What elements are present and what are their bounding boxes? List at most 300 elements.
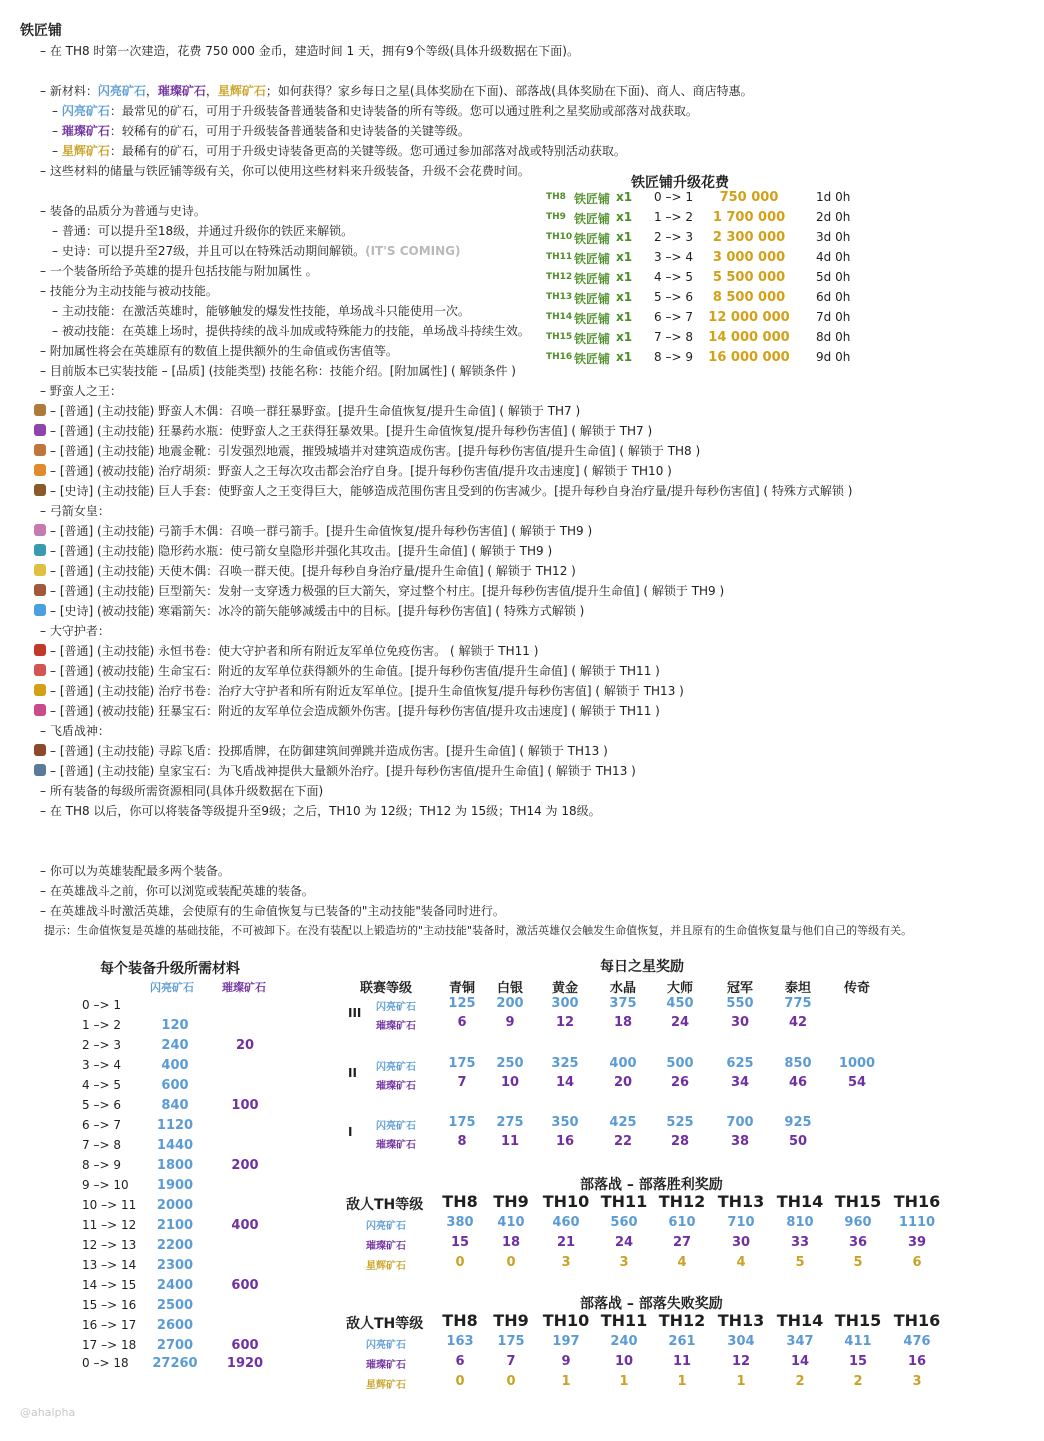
glowy-value: 24: [614, 1235, 634, 1250]
shiny-amount: 1120: [156, 1118, 194, 1133]
glowy-ore-label: 璀璨矿石: [157, 84, 206, 98]
shiny-value: 163: [446, 1334, 474, 1349]
level-range: 7 –> 8: [654, 330, 693, 344]
level-range: 2 –> 3: [82, 1038, 121, 1052]
coming-note: (IT'S COMING): [365, 244, 461, 258]
equipment-text: – [普通] (主动技能) 寻踪飞盾：投掷盾牌，在防御建筑间弹跳并造成伤害。[提升生命值] ( 解锁于 TH13 ): [50, 744, 608, 758]
th-level: TH13: [546, 292, 573, 302]
skill-types-line: – 技能分为主动技能与被动技能。: [40, 284, 218, 298]
level-range: 0 –> 1: [654, 190, 693, 204]
materials-table-title: 每个装备升级所需材料: [100, 961, 240, 977]
equipment-text: – [普通] (被动技能) 狂暴宝石：附近的友军单位会造成额外伤害。[提升每秒伤害值/提升攻击速度] ( 解锁于 TH11 ): [50, 704, 660, 718]
level-range: 7 –> 8: [82, 1138, 121, 1152]
level-range: 15 –> 16: [82, 1298, 137, 1312]
build-time: 8d 0h: [816, 330, 851, 344]
healer-puppet-icon: [34, 564, 46, 576]
glowy-value: 10: [614, 1354, 634, 1369]
earthquake-boots-icon: [34, 444, 46, 456]
note-line: – 在英雄战斗时激活英雄，会使原有的生命值恢复与已装备的"主动技能"装备同时进行。: [40, 904, 505, 918]
equipment-item: [34, 561, 576, 581]
equipment-item: [34, 481, 852, 501]
level-range: 12 –> 13: [82, 1238, 137, 1252]
th-level: TH8: [546, 192, 566, 202]
rage-vial-icon: [34, 424, 46, 436]
equipment-text: – [普通] (主动技能) 皇家宝石：为飞盾战神提供大量额外治疗。[提升每秒伤害值/提升生命值] ( 解锁于 TH13 ): [50, 764, 636, 778]
gold-cost: 2 300 000: [712, 230, 786, 245]
glowy-value: 46: [788, 1075, 808, 1090]
starry-value: 3: [561, 1255, 571, 1270]
hero-name: – 飞盾战神：: [40, 724, 110, 738]
league-tier: 传奇: [843, 981, 870, 996]
glowy-value: 11: [672, 1354, 692, 1369]
rage-gem-icon: [34, 704, 46, 716]
league-division: III: [348, 1006, 362, 1020]
starry-value: 5: [853, 1255, 863, 1270]
multiplier: x1: [616, 330, 633, 344]
starry-desc-line: – 星辉矿石：最稀有的矿石，可用于升级史诗装备更高的关键等级。您可通过参加部落对战或特别活动获取。: [52, 144, 626, 158]
shiny-value: 300: [551, 996, 579, 1011]
league-tier: 黄金: [551, 981, 578, 996]
glowy-value: 18: [613, 1015, 633, 1030]
total-glowy: 1920: [226, 1356, 264, 1371]
shiny-amount: 2400: [156, 1278, 194, 1293]
th-header: TH12: [658, 1311, 706, 1330]
glowy-value: 15: [848, 1354, 868, 1369]
th-level: TH9: [546, 212, 566, 222]
th-header: TH11: [600, 1192, 648, 1211]
gold-cost: 12 000 000: [708, 310, 790, 325]
active-skill-line: – 主动技能：在激活英雄时，能够触发的爆发性技能，单场战斗只能使用一次。: [52, 304, 470, 318]
starry-value: 0: [455, 1255, 465, 1270]
glowy-value: 14: [790, 1354, 810, 1369]
hero-name: – 弓箭女皇：: [40, 504, 110, 518]
format-line: – 目前版本已实装技能 – [品质] (技能类型) 技能名称：技能介绍。[附加属性] ( 解锁条件 ): [40, 364, 516, 378]
league-tier: 大师: [666, 981, 693, 996]
epic-quality-line: – 史诗：可以提升至27级，并且可以在特殊活动期间解锁。(IT'S COMING): [52, 244, 461, 258]
starry-value: 3: [912, 1374, 922, 1389]
shiny-value: 380: [446, 1215, 474, 1230]
hero-name: – 野蛮人之王：: [40, 384, 122, 398]
building-name: 铁匠铺: [574, 272, 611, 286]
shiny-value: 325: [551, 1056, 579, 1071]
shiny-amount: 120: [161, 1018, 189, 1033]
build-time: 7d 0h: [816, 310, 851, 324]
league-division: I: [348, 1125, 353, 1139]
glowy-amount: 200: [231, 1158, 259, 1173]
th-header: TH9: [493, 1311, 529, 1330]
building-name: 铁匠铺: [574, 192, 611, 206]
glowy-value: 7: [457, 1075, 467, 1090]
glowy-amount: 400: [231, 1218, 259, 1233]
glowy-col-header: 璀璨矿石: [222, 981, 266, 994]
starry-ore-label: 星辉矿石: [217, 84, 266, 98]
glowy-amount: 20: [235, 1038, 255, 1053]
starry-value: 1: [619, 1374, 629, 1389]
building-name: 铁匠铺: [574, 312, 611, 326]
glowy-value: 16: [555, 1134, 575, 1149]
shiny-value: 375: [609, 996, 637, 1011]
level-range: 3 –> 4: [82, 1058, 121, 1072]
shiny-amount: 600: [161, 1078, 189, 1093]
level-range: 16 –> 17: [82, 1318, 137, 1332]
league-tier: 泰坦: [784, 981, 811, 996]
level-range: 1 –> 2: [82, 1018, 121, 1032]
shiny-amount: 2500: [156, 1298, 194, 1313]
upgrade-cost-title: 铁匠铺升级花费: [631, 175, 729, 191]
equipment-item: [34, 401, 580, 421]
shiny-amount: 1440: [156, 1138, 194, 1153]
equipment-item: [34, 541, 552, 561]
glowy-value: 26: [670, 1075, 690, 1090]
multiplier: x1: [616, 190, 633, 204]
shiny-value: 700: [726, 1115, 754, 1130]
glowy-value: 12: [731, 1354, 751, 1369]
shiny-value: 400: [609, 1056, 637, 1071]
equipment-text: – [普通] (主动技能) 地震金靴：引发强烈地震，摧毁城墙并对建筑造成伤害。[提升每秒伤害值/提升生命值] ( 解锁于 TH8 ): [50, 444, 701, 458]
equipment-item: [34, 521, 592, 541]
shiny-amount: 400: [161, 1058, 189, 1073]
league-label: 联赛等级: [360, 981, 413, 996]
gold-cost: 5 500 000: [712, 270, 786, 285]
glowy-value: 42: [788, 1015, 808, 1030]
league-tier: 青铜: [448, 981, 475, 996]
shiny-amount: 2600: [156, 1318, 194, 1333]
starry-value: 0: [455, 1374, 465, 1389]
shiny-label: 闪亮矿石: [376, 1121, 416, 1132]
glowy-value: 18: [501, 1235, 521, 1250]
equipment-item: [34, 681, 684, 701]
tip-line: 提示：生命值恢复是英雄的基础技能，不可被卸下。在没有装配以上锻造坊的"主动技能"装备时，激活英雄仅会触发生命值恢复，并且原有的生命值恢复量与他们自己的等级有关。: [44, 924, 913, 937]
shiny-value: 450: [666, 996, 694, 1011]
shiny-value: 175: [497, 1334, 525, 1349]
gold-cost: 8 500 000: [712, 290, 786, 305]
upgrade-cost-table: [544, 190, 864, 370]
th-header: TH15: [834, 1192, 882, 1211]
glowy-value: 6: [455, 1354, 465, 1369]
starry-value: 1: [736, 1374, 746, 1389]
th-header: TH11: [600, 1311, 648, 1330]
note-line: – 在英雄战斗之前，你可以浏览或装配英雄的装备。: [40, 884, 314, 898]
bonus-line: – 一个装备所给予英雄的提升包括技能与附加属性 。: [40, 264, 318, 278]
equipment-item: [34, 641, 538, 661]
watermark: @ahalpha: [20, 1406, 76, 1419]
glowy-value: 30: [731, 1235, 751, 1250]
glowy-value: 16: [907, 1354, 927, 1369]
starry-value: 6: [912, 1255, 922, 1270]
level-range: 1 –> 2: [654, 210, 693, 224]
glowy-label: 璀璨矿石: [376, 1081, 416, 1092]
glowy-value: 12: [555, 1015, 575, 1030]
shiny-value: 460: [552, 1215, 580, 1230]
equipment-text: – [史诗] (主动技能) 巨人手套：使野蛮人之王变得巨大，能够造成范围伤害且受到的伤害减少。[提升每秒自身治疗量/提升每秒伤害值] ( 特殊方式解锁 ): [50, 484, 853, 498]
starry-value: 5: [795, 1255, 805, 1270]
starry-label: 星辉矿石: [366, 1261, 406, 1272]
level-range: 6 –> 7: [654, 310, 693, 324]
level-range: 13 –> 14: [82, 1258, 137, 1272]
shiny-amount: 2300: [156, 1258, 194, 1273]
shiny-value: 304: [727, 1334, 755, 1349]
materials-table: [70, 976, 300, 1376]
starry-value: 3: [619, 1255, 629, 1270]
build-time: 5d 0h: [816, 270, 851, 284]
giant-gauntlet-icon: [34, 484, 46, 496]
shiny-value: 410: [497, 1215, 525, 1230]
equipment-text: – [史诗] (被动技能) 寒霜箭矢：冰冷的箭矢能够减缓击中的目标。[提升每秒伤害值] ( 特殊方式解锁 ): [50, 604, 585, 618]
shiny-value: 710: [727, 1215, 755, 1230]
th-header: TH14: [776, 1192, 824, 1211]
level-range: 11 –> 12: [82, 1218, 137, 1232]
glowy-value: 39: [907, 1235, 927, 1250]
shiny-value: 240: [610, 1334, 638, 1349]
enemy-th-label: 敌人TH等级: [346, 1316, 424, 1332]
attribute-line: – 附加属性将会在英雄原有的数值上提供额外的生命值或伤害值等。: [40, 344, 398, 358]
level-range: 5 –> 6: [82, 1098, 121, 1112]
glowy-amount: 600: [231, 1278, 259, 1293]
starry-value: 4: [736, 1255, 746, 1270]
glowy-value: 38: [730, 1134, 750, 1149]
shiny-value: 625: [726, 1056, 754, 1071]
passive-skill-line: – 被动技能：在英雄上场时，提供持续的战斗加成或特殊能力的技能，单场战斗持续生效。: [52, 324, 530, 338]
equipment-text: – [普通] (被动技能) 治疗胡须：野蛮人之王每次攻击都会治疗自身。[提升每秒伤害值/提升攻击速度] ( 解锁于 TH10 ): [50, 464, 672, 478]
glowy-value: 8: [457, 1134, 467, 1149]
th-header: TH10: [542, 1192, 590, 1211]
building-name: 铁匠铺: [574, 332, 611, 346]
level-range: 4 –> 5: [654, 270, 693, 284]
equipment-item: [34, 441, 700, 461]
level-range: 17 –> 18: [82, 1338, 137, 1352]
build-time: 2d 0h: [816, 210, 851, 224]
build-time: 1d 0h: [816, 190, 851, 204]
war-loss-table: [340, 1311, 950, 1395]
equipment-text: – [普通] (主动技能) 隐形药水瓶：使弓箭女皇隐形并强化其攻击。[提升生命值] ( 解锁于 TH9 ): [50, 544, 553, 558]
hero-name: – 大守护者：: [40, 624, 110, 638]
shiny-value: 960: [844, 1215, 872, 1230]
glowy-value: 6: [457, 1015, 467, 1030]
th-header: TH8: [442, 1192, 478, 1211]
vampstache-icon: [34, 464, 46, 476]
multiplier: x1: [616, 350, 633, 364]
glowy-value: 11: [500, 1134, 520, 1149]
equipment-item: [34, 461, 672, 481]
th-level: TH10: [546, 232, 573, 242]
archer-puppet-icon: [34, 524, 46, 536]
league-division: II: [348, 1066, 357, 1080]
starry-value: 1: [677, 1374, 687, 1389]
seeking-shield-icon: [34, 744, 46, 756]
league-tier: 冠军: [726, 981, 753, 996]
equipment-item: [34, 661, 660, 681]
level-range: 0 –> 1: [82, 998, 121, 1012]
total-range: 0 –> 18: [82, 1356, 129, 1370]
th-header: TH10: [542, 1311, 590, 1330]
glowy-value: 27: [672, 1235, 692, 1250]
th-header: TH16: [893, 1311, 941, 1330]
shiny-value: 261: [668, 1334, 696, 1349]
th-level: TH16: [546, 352, 573, 362]
glowy-amount: 600: [231, 1338, 259, 1353]
th-level: TH11: [546, 252, 573, 262]
th-header: TH9: [493, 1192, 529, 1211]
level-range: 10 –> 11: [82, 1198, 137, 1212]
th-header: TH15: [834, 1311, 882, 1330]
multiplier: x1: [616, 210, 633, 224]
glowy-value: 33: [790, 1235, 810, 1250]
league-tier: 白银: [496, 981, 523, 996]
normal-quality-line: – 普通：可以提升至18级，并通过升级你的铁匠来解锁。: [52, 224, 354, 238]
shiny-value: 560: [610, 1215, 638, 1230]
shiny-value: 1000: [838, 1056, 876, 1071]
league-tier: 水晶: [609, 981, 636, 996]
shiny-value: 425: [609, 1115, 637, 1130]
level-range: 6 –> 7: [82, 1118, 121, 1132]
build-time: 4d 0h: [816, 250, 851, 264]
tail-line: – 在 TH8 以后，你可以将装备等级提升至9级；之后，TH10 为 12级；TH12 为 15级；TH14 为 18级。: [40, 804, 601, 818]
level-range: 4 –> 5: [82, 1078, 121, 1092]
shiny-amount: 2000: [156, 1198, 194, 1213]
shiny-value: 200: [496, 996, 524, 1011]
tail-line: – 所有装备的每级所需资源相同(具体升级数据在下面): [40, 784, 324, 798]
glowy-value: 9: [561, 1354, 571, 1369]
th-header: TH13: [717, 1192, 765, 1211]
glowy-value: 14: [555, 1075, 575, 1090]
starry-value: 0: [506, 1374, 516, 1389]
war-loss-title: 部落战 – 部落失败奖励: [580, 1296, 723, 1312]
th-header: TH16: [893, 1192, 941, 1211]
th-header: TH12: [658, 1192, 706, 1211]
shiny-amount: 840: [161, 1098, 189, 1113]
war-win-title: 部落战 – 部落胜利奖励: [580, 1177, 723, 1193]
glowy-value: 54: [847, 1075, 867, 1090]
th-level: TH15: [546, 332, 573, 342]
starry-value: 2: [795, 1374, 805, 1389]
glowy-value: 15: [450, 1235, 470, 1250]
quality-line: – 装备的品质分为普通与史诗。: [40, 204, 206, 218]
shiny-value: 775: [784, 996, 812, 1011]
level-range: 5 –> 6: [654, 290, 693, 304]
building-name: 铁匠铺: [574, 352, 611, 366]
total-shiny: 27260: [152, 1356, 198, 1371]
shiny-value: 500: [666, 1056, 694, 1071]
note-line: – 你可以为英雄装配最多两个装备。: [40, 864, 230, 878]
giant-arrow-icon: [34, 584, 46, 596]
level-range: 8 –> 9: [82, 1158, 121, 1172]
materials-line: – 新材料：闪亮矿石，璀璨矿石，星辉矿石；如何获得？家乡每日之星(具体奖励在下面)、部落战(具体奖励在下面)、商人、商店特惠。: [40, 84, 753, 98]
shiny-value: 850: [784, 1056, 812, 1071]
glowy-value: 30: [730, 1015, 750, 1030]
glowy-value: 9: [505, 1015, 515, 1030]
shiny-value: 610: [668, 1215, 696, 1230]
th-level: TH14: [546, 312, 573, 322]
shiny-value: 275: [496, 1115, 524, 1130]
glowy-amount: 100: [231, 1098, 259, 1113]
barbarian-puppet-icon: [34, 404, 46, 416]
level-range: 8 –> 9: [654, 350, 693, 364]
shiny-value: 925: [784, 1115, 812, 1130]
glowy-label: 璀璨矿石: [376, 1140, 416, 1151]
level-range: 9 –> 10: [82, 1178, 129, 1192]
level-range: 2 –> 3: [654, 230, 693, 244]
frozen-arrow-icon: [34, 604, 46, 616]
glowy-value: 36: [848, 1235, 868, 1250]
shiny-amount: 2700: [156, 1338, 194, 1353]
shiny-value: 411: [844, 1334, 872, 1349]
equipment-item: [34, 741, 608, 761]
glowy-value: 10: [500, 1075, 520, 1090]
shiny-label: 闪亮矿石: [366, 1340, 406, 1351]
build-time: 6d 0h: [816, 290, 851, 304]
multiplier: x1: [616, 310, 633, 324]
shiny-value: 197: [552, 1334, 580, 1349]
glowy-value: 34: [730, 1075, 750, 1090]
shiny-amount: 240: [161, 1038, 189, 1053]
gold-cost: 14 000 000: [708, 330, 790, 345]
shiny-label: 闪亮矿石: [376, 1062, 416, 1073]
shiny-amount: 2100: [156, 1218, 194, 1233]
gold-cost: 3 000 000: [712, 250, 786, 265]
glowy-desc-line: – 璀璨矿石：较稀有的矿石，可用于升级装备普通装备和史诗装备的关键等级。: [52, 124, 470, 138]
equipment-text: – [普通] (主动技能) 弓箭手木偶：召唤一群弓箭手。[提升生命值恢复/提升每秒伤害值] ( 解锁于 TH9 ): [50, 524, 593, 538]
shiny-value: 250: [496, 1056, 524, 1071]
star-bonus-table: [340, 974, 900, 1164]
equipment-text: – [普通] (主动技能) 治疗书卷：治疗大守护者和所有附近友军单位。[提升生命值恢复/提升每秒伤害值] ( 解锁于 TH13 ): [50, 684, 684, 698]
star-bonus-title: 每日之星奖励: [600, 959, 684, 975]
glowy-value: 28: [670, 1134, 690, 1149]
building-name: 铁匠铺: [574, 212, 611, 226]
shiny-label: 闪亮矿石: [366, 1221, 406, 1232]
gold-cost: 16 000 000: [708, 350, 790, 365]
shiny-desc-line: – 闪亮矿石：最常见的矿石，可用于升级装备普通装备和史诗装备的所有等级。您可以通过胜利之星奖励或部落对战获取。: [52, 104, 698, 118]
equipment-item: [34, 581, 724, 601]
th-header: TH8: [442, 1311, 478, 1330]
starry-value: 2: [853, 1374, 863, 1389]
equipment-item: [34, 761, 636, 781]
war-win-table: [340, 1192, 950, 1276]
multiplier: x1: [616, 270, 633, 284]
healing-tome-icon: [34, 684, 46, 696]
building-name: 铁匠铺: [574, 232, 611, 246]
building-name: 铁匠铺: [574, 292, 611, 306]
shiny-ore-label: 闪亮矿石: [97, 84, 146, 98]
gold-cost: 1 700 000: [712, 210, 786, 225]
shiny-value: 525: [666, 1115, 694, 1130]
building-name: 铁匠铺: [574, 252, 611, 266]
shiny-amount: 2200: [156, 1238, 194, 1253]
equipment-item: [34, 421, 652, 441]
page-title: 铁匠铺: [20, 23, 62, 39]
equipment-item: [34, 601, 584, 621]
shiny-value: 347: [786, 1334, 814, 1349]
shiny-value: 810: [786, 1215, 814, 1230]
storage-line: – 这些材料的储量与铁匠铺等级有关，你可以使用这些材料来升级装备，升级不会花费时间。: [40, 164, 530, 178]
glowy-value: 24: [670, 1015, 690, 1030]
eternal-tome-icon: [34, 644, 46, 656]
multiplier: x1: [616, 250, 633, 264]
enemy-th-label: 敌人TH等级: [346, 1197, 424, 1213]
glowy-label: 璀璨矿石: [366, 1241, 406, 1252]
equipment-text: – [普通] (主动技能) 野蛮人木偶：召唤一群狂暴野蛮。[提升生命值恢复/提升生命值] ( 解锁于 TH7 ): [50, 404, 581, 418]
shiny-value: 476: [903, 1334, 931, 1349]
glowy-label: 璀璨矿石: [366, 1360, 406, 1371]
life-gem-icon: [34, 664, 46, 676]
invisibility-vial-icon: [34, 544, 46, 556]
equipment-item: [34, 701, 660, 721]
shiny-value: 550: [726, 996, 754, 1011]
shiny-amount: 1900: [156, 1178, 194, 1193]
shiny-value: 125: [448, 996, 476, 1011]
shiny-label: 闪亮矿石: [376, 1002, 416, 1013]
equipment-text: – [普通] (被动技能) 生命宝石：附近的友军单位获得额外的生命值。[提升每秒伤害值/提升生命值] ( 解锁于 TH11 ): [50, 664, 660, 678]
th-header: TH14: [776, 1311, 824, 1330]
